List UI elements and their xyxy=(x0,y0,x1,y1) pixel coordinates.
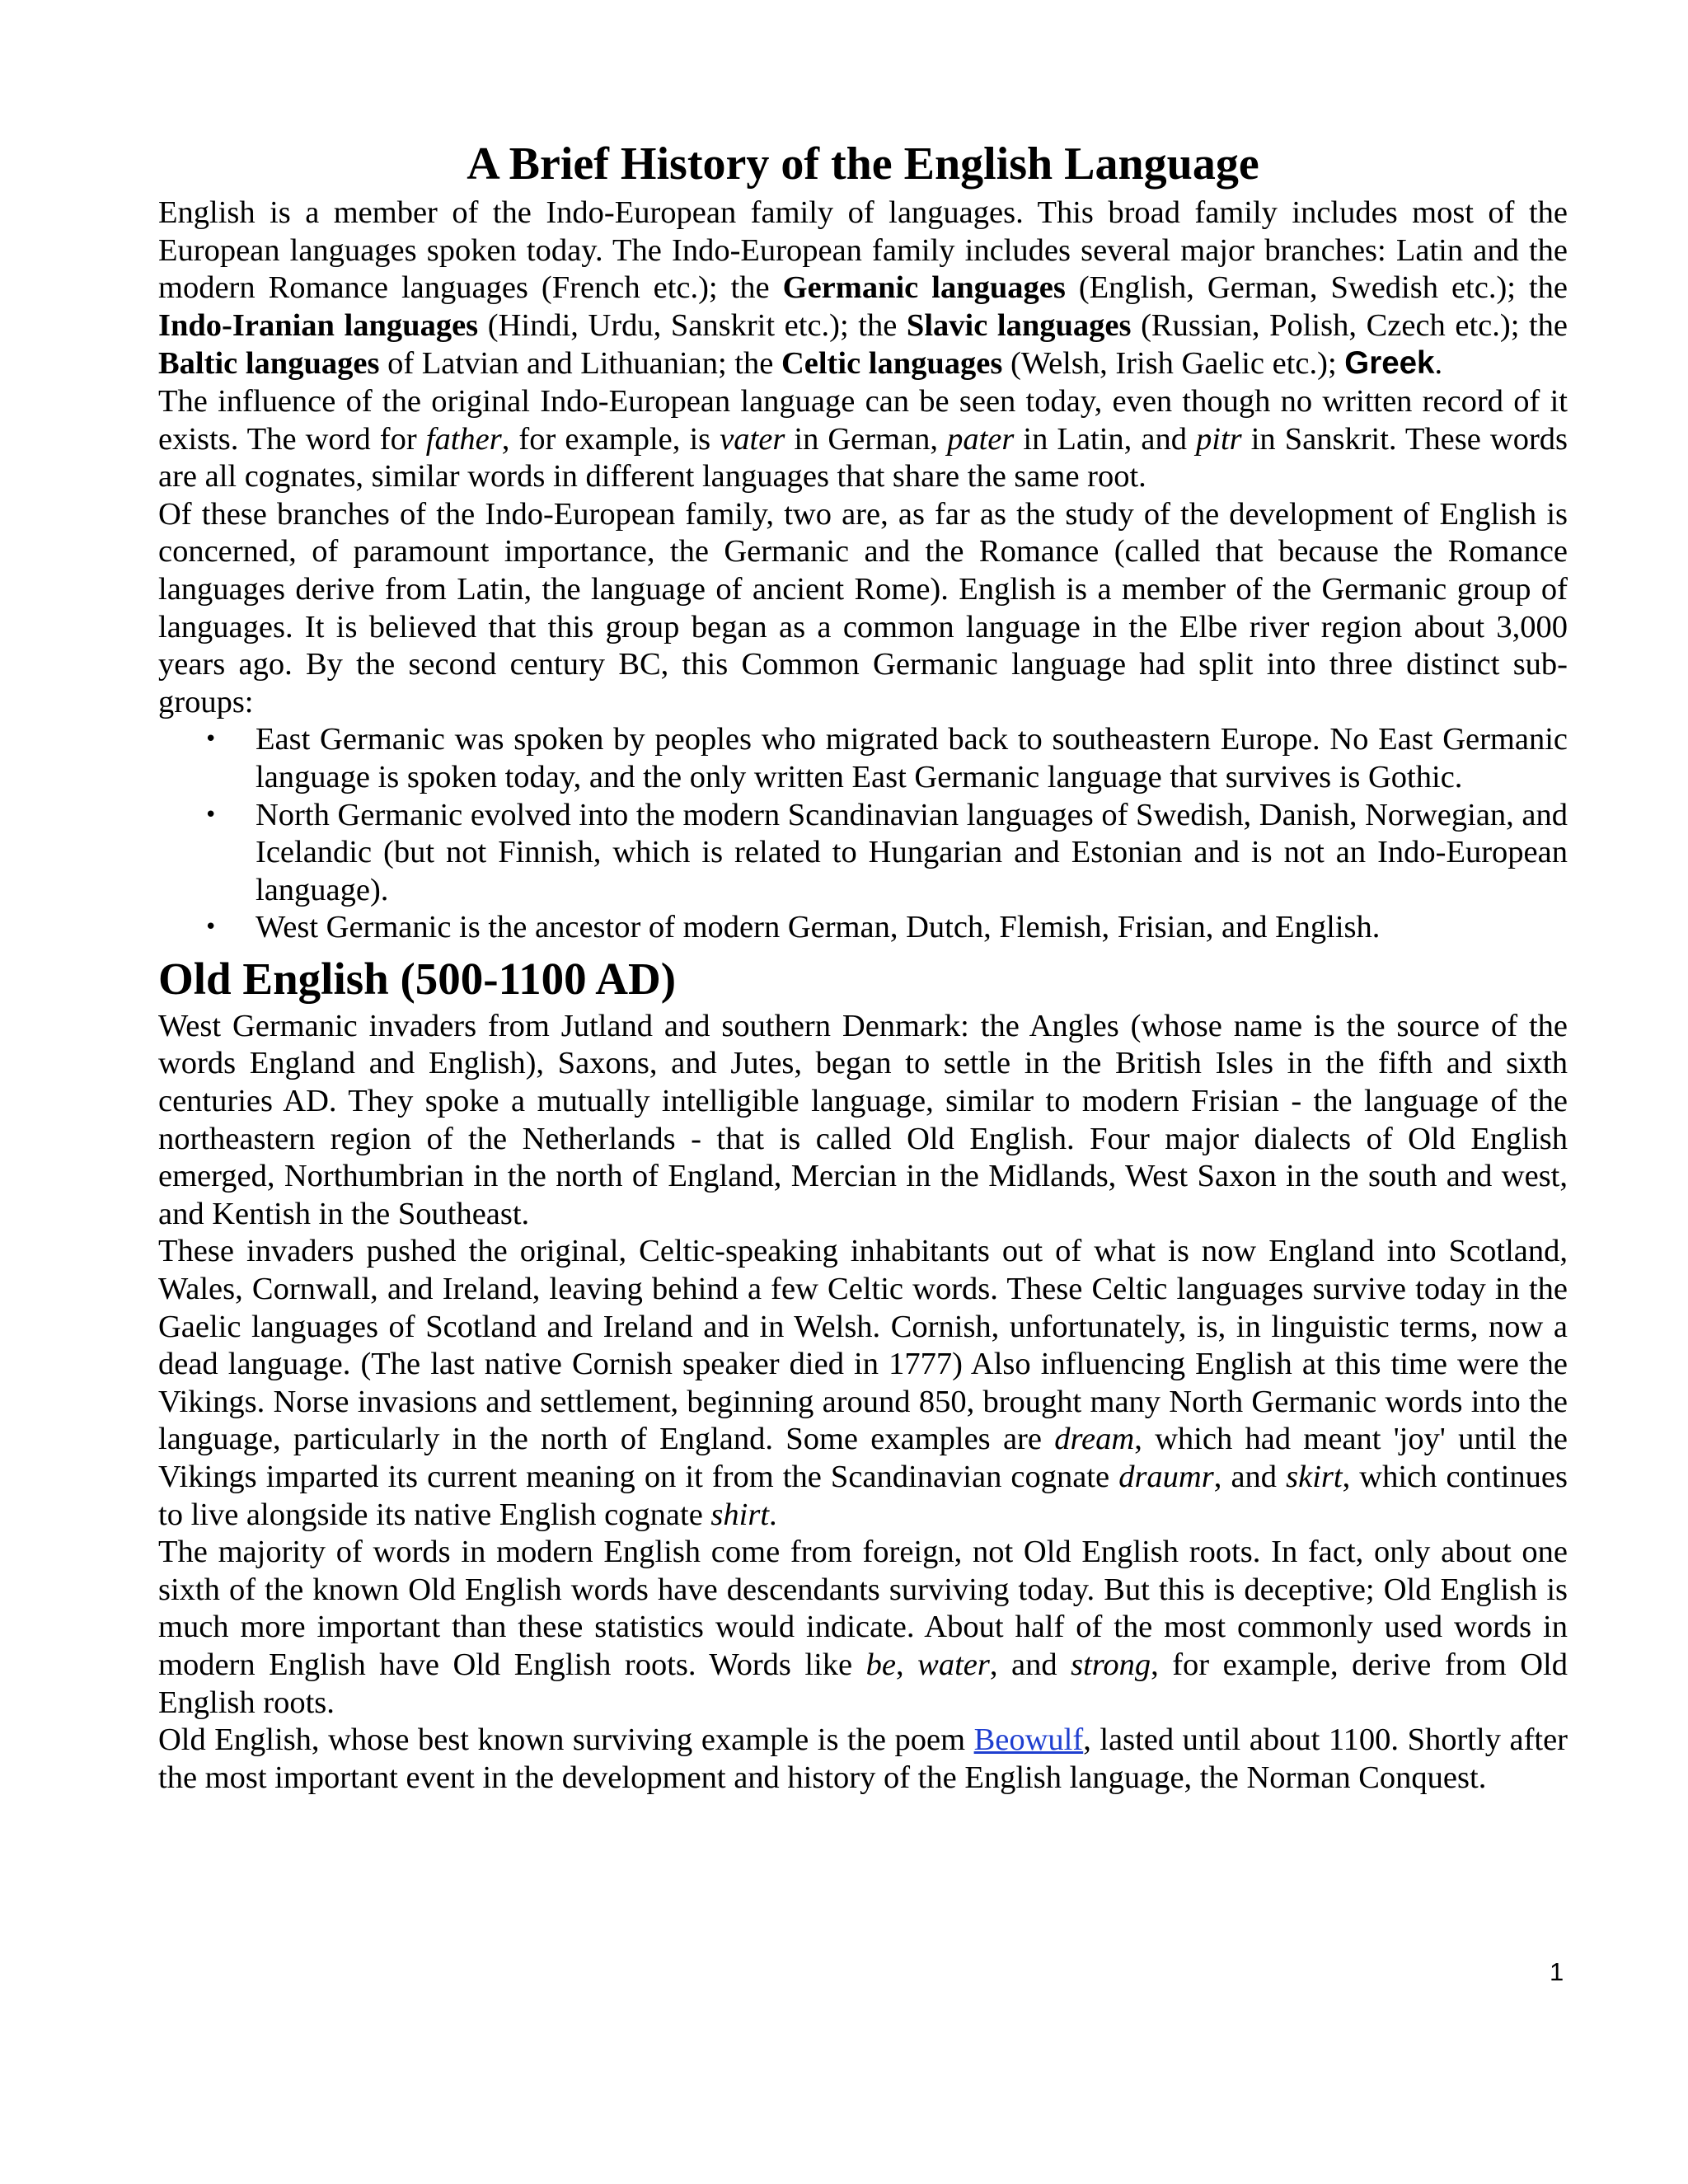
example-word: father xyxy=(425,421,502,457)
example-word: vater xyxy=(720,421,785,457)
example-word: water xyxy=(917,1647,990,1682)
text-run: , which continues to live alongside its native English cognate xyxy=(158,1460,1568,1532)
text-run: , and xyxy=(989,1647,1071,1682)
term-greek: Greek xyxy=(1344,345,1435,382)
text-run: of Latvian and Lithuanian; the xyxy=(379,346,781,382)
list-item-east-germanic xyxy=(204,721,1568,796)
text-run: . xyxy=(1434,346,1443,382)
example-word: dream xyxy=(1054,1422,1135,1457)
text-run: , which had meant 'joy' until the Vikings imparted its current meaning on it from the Scandinavian cognate xyxy=(158,1422,1568,1494)
bullet-icon: • xyxy=(204,802,218,827)
example-word: shirt xyxy=(710,1497,770,1532)
paragraph-cognates xyxy=(158,383,1568,496)
text-run: , lasted until about 1100. Shortly after the most important event in the development and history of the English language, the Norman Conquest. xyxy=(158,1722,1568,1795)
example-word: pitr xyxy=(1196,421,1242,457)
text-run: (Welsh, Irish Gaelic etc.); xyxy=(1002,346,1345,382)
list-item-north-germanic xyxy=(204,797,1568,910)
list-item-text: East Germanic was spoken by peoples who migrated back to southeastern Europe. No East Germanic language is spoken today, and the only written East Germanic language that survives is Gothic. xyxy=(256,722,1568,794)
text-run: , xyxy=(896,1647,918,1682)
page-number: 1 xyxy=(1550,1957,1564,1986)
term-germanic-languages: Germanic languages xyxy=(782,270,1066,306)
bullet-icon: • xyxy=(204,915,218,940)
text-run: . xyxy=(769,1497,777,1532)
example-word: be xyxy=(865,1647,896,1682)
document-page xyxy=(158,134,1568,1797)
text-run: Old English, whose best known surviving example is the poem xyxy=(158,1722,974,1758)
list-item-text: West Germanic is the ancestor of modern German, Dutch, Flemish, Frisian, and English. xyxy=(256,910,1381,945)
example-word: pater xyxy=(947,421,1015,457)
text-run: The majority of words in modern English come from foreign, not Old English roots. In fact, only about one sixth of the known Old English words have descendants surviving today. But this is deceptive; Old English is much more important than these statistics would indicate. About half of the most commonly used words in modern English have Old English roots. Words like xyxy=(158,1535,1568,1682)
paragraph-germanic-branches: Of these branches of the Indo-European family, two are, as far as the study of the development of English is concerned, of paramount importance, the Germanic and the Romance (called that because the Romance languages derive from Latin, the language of ancient Rome). English is a member of the Germanic group of languages. It is believed that this group began as a common language in the Elbe river region about 3,000 years ago. By the second century BC, this Common Germanic language had split into three distinct sub-groups: xyxy=(158,496,1568,719)
text-run: (English, German, Swedish etc.); the xyxy=(1065,270,1568,306)
example-word: draumr xyxy=(1118,1460,1214,1494)
term-slavic-languages: Slavic languages xyxy=(906,307,1132,343)
example-word: strong xyxy=(1071,1647,1151,1682)
paragraph-indo-european-family xyxy=(158,194,1568,383)
text-run: in German, xyxy=(785,421,948,457)
text-run: (Hindi, Urdu, Sanskrit etc.); the xyxy=(478,307,907,343)
text-run: , for example, derive from Old English roots. xyxy=(158,1647,1568,1720)
document-title: A Brief History of the English Language xyxy=(467,138,1259,190)
germanic-subgroups-list xyxy=(158,721,1568,947)
text-run: , for example, is xyxy=(501,421,720,457)
text-run: English is a member of the Indo-European family of languages. This broad family includes most of the European languages spoken today. The Indo-European family includes several major branches: Latin and the modern Romance languages (French etc.); the xyxy=(158,195,1568,306)
paragraph-west-germanic-invaders: West Germanic invaders from Jutland and southern Denmark: the Angles (whose name is the source of the words England and English), Saxons, and Jutes, began to settle in the British Isles in the fifth and sixth centuries AD. They spoke a mutually intelligible language, similar to modern Frisian - the language of the northeastern region of the Netherlands - that is called Old English. Four major dialects of Old English emerged, Northumbrian in the north of England, Mercian in the Midlands, West Saxon in the south and west, and Kentish in the Southeast. xyxy=(158,1008,1568,1231)
text-run: These invaders pushed the original, Celtic-speaking inhabitants out of what is now England into Scotland, Wales, Cornwall, and Ireland, leaving behind a few Celtic words. These Celtic languages survive today in the Gaelic languages of Scotland and Ireland and in Welsh. Cornish, unfortunately, is, in linguistic terms, now a dead language. (The last native Cornish speaker died in 1777) Also influencing English at this time were the Vikings. Norse invasions and settlement, beginning around 850, brought many North Germanic words into the language, particularly in the north of England. Some examples are xyxy=(158,1234,1568,1457)
text-run: (Russian, Polish, Czech etc.); the xyxy=(1131,307,1568,343)
text-run: The influence of the original Indo-European language can be seen today, even though no written record of it exists. The word for xyxy=(158,383,1568,457)
term-indo-iranian-languages: Indo-Iranian languages xyxy=(158,307,479,343)
text-run: in Latin, and xyxy=(1014,421,1197,457)
term-celtic-languages: Celtic languages xyxy=(781,346,1003,382)
beowulf-link[interactable]: Beowulf xyxy=(973,1722,1084,1758)
text-run: , and xyxy=(1213,1460,1287,1494)
paragraph-celtic-and-norse xyxy=(158,1233,1568,1534)
list-item-west-germanic xyxy=(204,909,1568,947)
term-baltic-languages: Baltic languages xyxy=(158,346,380,382)
section-heading-old-english: Old English (500-1100 AD) xyxy=(158,953,677,1004)
example-word: skirt xyxy=(1286,1460,1343,1494)
list-item-text: North Germanic evolved into the modern Scandinavian languages of Swedish, Danish, Norwegian, and Icelandic (but not Finnish, which is related to Hungarian and Estonian and is not an Indo-European language). xyxy=(256,797,1568,907)
paragraph-beowulf xyxy=(158,1722,1568,1797)
bullet-icon: • xyxy=(204,727,218,752)
text-run: in Sanskrit. These words are all cognates, similar words in different languages that share the same root. xyxy=(158,421,1568,494)
paragraph-old-english-roots xyxy=(158,1534,1568,1722)
